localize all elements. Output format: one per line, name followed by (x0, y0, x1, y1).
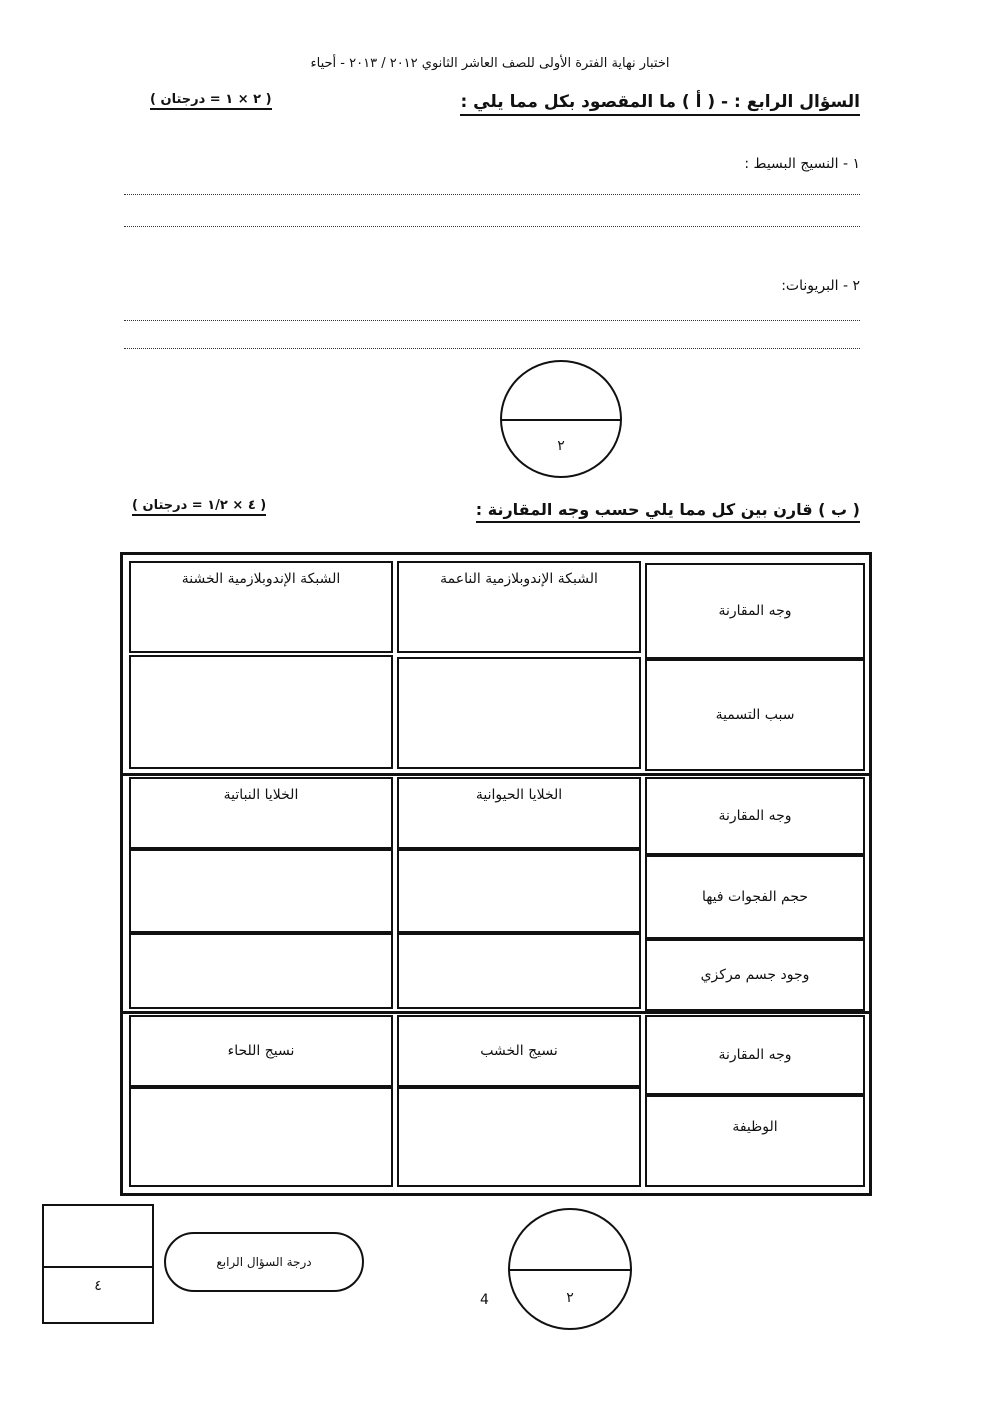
answer-line[interactable] (124, 226, 860, 227)
answer-cell[interactable] (129, 933, 393, 1009)
comparison-table (120, 552, 872, 1196)
group-divider (123, 1011, 869, 1014)
answer-cell[interactable] (397, 849, 641, 933)
score-circle-b-value: ٢ (566, 1290, 574, 1306)
answer-line[interactable] (124, 348, 860, 349)
question-4a-title: السؤال الرابع : - ( أ ) ما المقصود بكل مما يلي : (460, 92, 860, 116)
answer-line[interactable] (124, 320, 860, 321)
item-1-label: ١ - النسيج البسيط : (744, 156, 860, 172)
score-circle-a-value: ٢ (557, 438, 565, 454)
compare-label: وجه المقارنة (645, 777, 865, 855)
question-score-label: درجة السؤال الرابع (164, 1232, 364, 1292)
answer-cell[interactable] (129, 1087, 393, 1187)
total-score-value: ٤ (94, 1278, 102, 1294)
answer-line[interactable] (124, 194, 860, 195)
criterion-vacuole-size: حجم الفجوات فيها (645, 855, 865, 939)
group3-col2-header: نسيج اللحاء (129, 1015, 393, 1087)
score-circle-b (508, 1208, 632, 1330)
question-4a-marks: ( ٢ × ١ = درجتان ) (150, 92, 272, 110)
answer-cell[interactable] (129, 655, 393, 769)
answer-cell[interactable] (397, 1087, 641, 1187)
question-4b-marks: ( ٤ × ١/٢ = درجتان ) (132, 498, 266, 516)
group2-col1-header: الخلايا الحيوانية (397, 777, 641, 849)
group2-col2-header: الخلايا النباتية (129, 777, 393, 849)
compare-label: وجه المقارنة (645, 1015, 865, 1095)
criterion-function: الوظيفة (645, 1095, 865, 1187)
criterion-naming-reason: سبب التسمية (645, 659, 865, 771)
item-2-label: ٢ - البريونات: (781, 278, 860, 294)
total-score-box (42, 1204, 154, 1324)
group-divider (123, 773, 869, 776)
group1-col2-header: الشبكة الإندوبلازمية الخشنة (129, 561, 393, 653)
answer-cell[interactable] (397, 933, 641, 1009)
compare-label: وجه المقارنة (645, 563, 865, 659)
group3-col1-header: نسيج الخشب (397, 1015, 641, 1087)
page-number: 4 (480, 1292, 489, 1308)
exam-header: اختبار نهاية الفترة الأولى للصف العاشر الثانوي ٢٠١٢ / ٢٠١٣ - أحياء (310, 56, 670, 71)
answer-cell[interactable] (129, 849, 393, 933)
group1-col1-header: الشبكة الإندوبلازمية الناعمة (397, 561, 641, 653)
answer-cell[interactable] (397, 657, 641, 769)
question-4b-title: ( ب ) قارن بين كل مما يلي حسب وجه المقارنة : (476, 500, 860, 523)
score-circle-a (500, 360, 622, 478)
criterion-centrosome: وجود جسم مركزي (645, 939, 865, 1011)
